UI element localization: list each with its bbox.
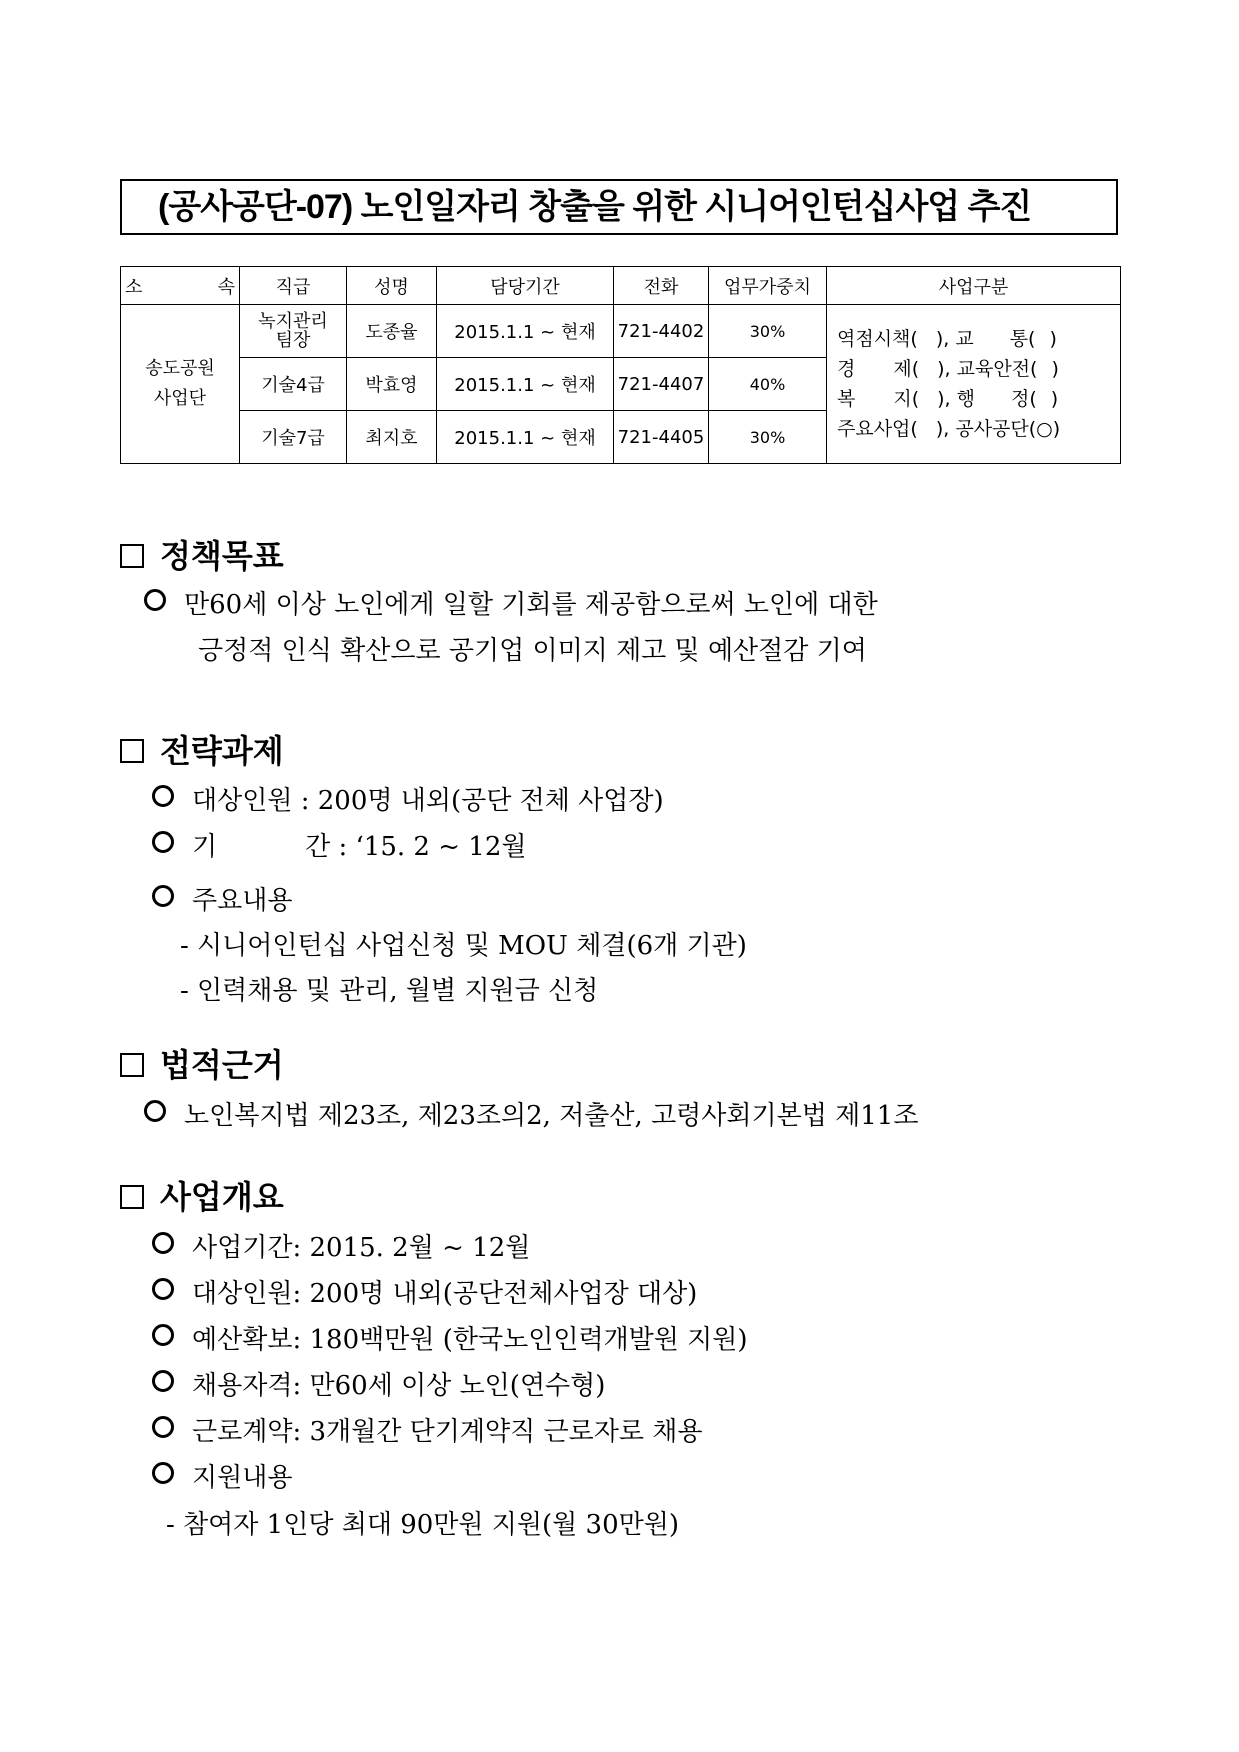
- bullet-circle-icon: [152, 1370, 174, 1392]
- name-cell: 최지호: [347, 411, 437, 464]
- weight-cell: 30%: [709, 305, 827, 358]
- weight-cell: 40%: [709, 358, 827, 411]
- bullet-circle-icon: [144, 589, 166, 611]
- header-phone: 전화: [614, 267, 709, 305]
- strategy-item: 대상인원 : 200명 내외(공단 전체 사업장): [152, 780, 664, 817]
- section-policy-heading: 정책목표: [120, 531, 284, 577]
- bullet-circle-icon: [152, 1232, 174, 1254]
- strategy-subitem: - 시니어인턴십 사업신청 및 MOU 체결(6개 기관): [180, 931, 747, 961]
- checkbox-square-icon: [120, 739, 144, 763]
- policy-line: 긍정적 인식 확산으로 공기업 이미지 제고 및 예산절감 기여: [198, 636, 867, 666]
- rank-cell: 기술4급: [240, 358, 347, 411]
- name-cell: 도종율: [347, 305, 437, 358]
- bullet-circle-icon: [144, 1100, 166, 1122]
- overview-item: 예산확보: 180백만원 (한국노인인력개발원 지원): [152, 1319, 748, 1356]
- rank-cell: 기술7급: [240, 411, 347, 464]
- header-department: 소 속: [121, 267, 240, 305]
- checkbox-square-icon: [120, 1185, 144, 1209]
- overview-item: 지원내용: [152, 1457, 292, 1494]
- section-overview-heading: 사업개요: [120, 1172, 284, 1218]
- table-row: [121, 305, 1121, 358]
- rank-cell: 녹지관리 팀장: [240, 305, 347, 358]
- category-line: 주요사업( ), 공사공단(○): [837, 418, 1061, 440]
- checkbox-square-icon: [120, 1053, 144, 1077]
- bullet-circle-icon: [152, 1416, 174, 1438]
- checkbox-square-icon: [120, 544, 144, 568]
- header-weight: 업무가중치: [709, 267, 827, 305]
- overview-subitem: - 참여자 1인당 최대 90만원 지원(월 30만원): [166, 1510, 679, 1540]
- overview-item: 대상인원: 200명 내외(공단전체사업장 대상): [152, 1273, 697, 1310]
- overview-item: 채용자격: 만60세 이상 노인(연수형): [152, 1365, 605, 1402]
- header-rank: 직급: [240, 267, 347, 305]
- period-cell: 2015.1.1 ~ 현재: [437, 358, 614, 411]
- overview-item: 사업기간: 2015. 2월 ~ 12월: [152, 1227, 530, 1264]
- period-cell: 2015.1.1 ~ 현재: [437, 411, 614, 464]
- table-header-row: [121, 267, 1121, 305]
- strategy-item: 기 간 : ‘15. 2 ~ 12월: [152, 826, 526, 863]
- bullet-circle-icon: [152, 1324, 174, 1346]
- assignment-table: [120, 266, 1121, 464]
- header-name: 성명: [347, 267, 437, 305]
- document-title: (공사공단-07) 노인일자리 창출을 위한 시니어인턴십사업 추진: [120, 179, 1118, 235]
- category-line: 역점시책( ), 교 통( ): [837, 328, 1057, 350]
- business-category-cell: [827, 305, 1121, 464]
- name-cell: 박효영: [347, 358, 437, 411]
- legal-item: 노인복지법 제23조, 제23조의2, 저출산, 고령사회기본법 제11조: [144, 1095, 918, 1132]
- bullet-circle-icon: [152, 785, 174, 807]
- bullet-circle-icon: [152, 1462, 174, 1484]
- phone-cell: 721-4407: [614, 358, 709, 411]
- phone-cell: 721-4402: [614, 305, 709, 358]
- phone-cell: 721-4405: [614, 411, 709, 464]
- bullet-circle-icon: [152, 831, 174, 853]
- policy-line: 만60세 이상 노인에게 일할 기회를 제공함으로써 노인에 대한: [144, 584, 878, 621]
- bullet-circle-icon: [152, 1278, 174, 1300]
- department-cell: 송도공원 사업단: [121, 305, 240, 464]
- strategy-item: 주요내용: [152, 880, 292, 917]
- category-line: 경 제( ), 교육안전( ): [837, 358, 1059, 380]
- period-cell: 2015.1.1 ~ 현재: [437, 305, 614, 358]
- section-strategy-heading: 전략과제: [120, 726, 284, 772]
- header-period: 담당기간: [437, 267, 614, 305]
- header-category: 사업구분: [827, 267, 1121, 305]
- overview-item: 근로계약: 3개월간 단기계약직 근로자로 채용: [152, 1411, 702, 1448]
- category-line: 복 지( ), 행 정( ): [837, 388, 1059, 410]
- strategy-subitem: - 인력채용 및 관리, 월별 지원금 신청: [180, 976, 599, 1006]
- section-legal-heading: 법적근거: [120, 1040, 284, 1086]
- bullet-circle-icon: [152, 885, 174, 907]
- weight-cell: 30%: [709, 411, 827, 464]
